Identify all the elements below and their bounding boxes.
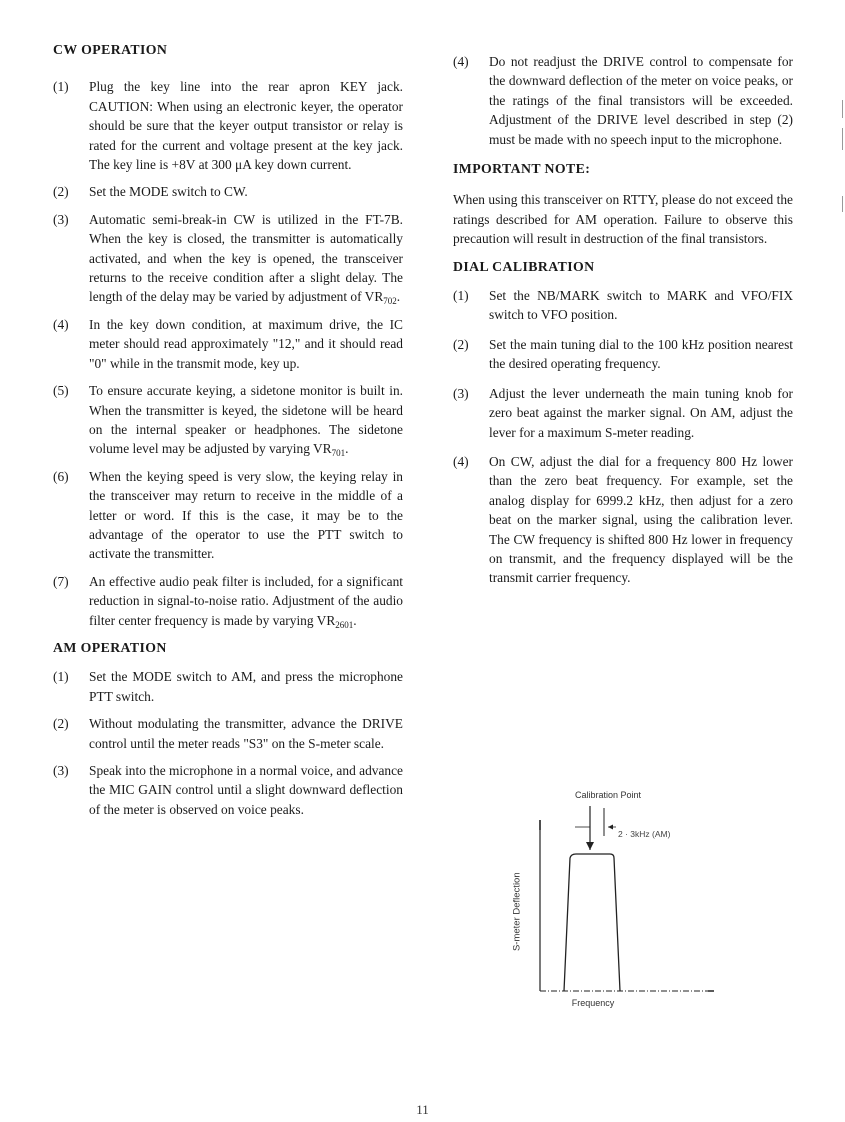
scan-edge-mark [842, 196, 843, 212]
list-item: (2) Set the MODE switch to CW. [53, 184, 248, 200]
y-axis-label: S-meter Deflection [511, 872, 523, 952]
list-item: (3) Speak into the microphone in a normal voice, and advance the MIC GAIN control until a slight downward deflection of the meter is observed on voice peaks. [53, 763, 403, 817]
x-axis-label: Frequency [571, 998, 615, 1008]
list-item: (3) Automatic semi-break-in CW is utilized in the FT-7B. When the key is closed, the transmitter is automatically activated, and when the key is opened, the transceiver returns to the receive condition after a slight delay. The length of the delay may be varied by adjustment of $VR_{702}$. [53, 211, 403, 307]
subscript: 702 [383, 296, 397, 307]
bandwidth-label: 2 · 3kHz (AM) [618, 829, 671, 839]
list-item: (4) On CW, adjust the dial for a frequency 800 Hz lower than the zero beat frequency. For example, set the analog display for 6999.2 kHz, then adjust for a zero beat on the marker signal, using the calibration lever. The CW frequency is shifted 800 Hz lower in frequency on transmit, and the frequency displayed will be the transmit carrier frequency. [453, 453, 793, 586]
important-note-heading: IMPORTANT NOTE: [453, 161, 591, 177]
am-operation-heading: AM OPERATION [53, 639, 167, 655]
list-item: (4) In the key down condition, at maximum drive, the IC meter should read approximately "12," and it should read "0" while in the transmit mode, key up. [53, 316, 403, 371]
subscript: 2601 [335, 619, 354, 630]
scan-edge-mark [842, 100, 843, 118]
right-column [453, 52, 793, 588]
passband-curve [564, 854, 620, 991]
am-list [53, 667, 403, 819]
list-item: (7) An effective audio peak filter is included, for a significant reduction in signal-to-noise ratio. Adjustment of the audio filter center frequency is made by varying $VR_{2601}$. [53, 573, 403, 630]
list-item: (1) Set the MODE switch to AM, and press the microphone PTT switch. [53, 669, 403, 704]
list-item: (6) When the keying speed is very slow, the keying relay in the transceiver may return to receive in the middle of a letter or word. If this is the case, it may be to the advantage of the operator to use the PTT switch to activate the transmitter. [53, 468, 403, 562]
important-note-text: When using this transceiver on RTTY, please do not exceed the ratings described for AM operation. Failure to observe this precaution will result in destruction of the final transistors. [453, 192, 793, 247]
subscript: 701 [331, 448, 346, 459]
left-column [53, 40, 403, 819]
list-item: (2) Without modulating the transmitter, advance the DRIVE control until the meter reads "S3" on the S-meter scale. [53, 716, 403, 751]
calibration-figure [508, 786, 758, 1026]
list-item: (1) Set the NB/MARK switch to MARK and VFO/FIX switch to VFO position. [453, 288, 793, 323]
dial-list [453, 286, 793, 588]
page-number: 11 [416, 1102, 429, 1117]
cw-operation-heading: CW OPERATION [53, 42, 168, 57]
figure-title: Calibration Point [574, 790, 642, 800]
list-item: (3) Adjust the lever underneath the main tuning knob for zero beat against the marker signal. On AM, adjust the lever for a maximum S-meter reading. [453, 385, 793, 440]
scan-edge-mark [842, 128, 843, 150]
list-item: (2) Set the main tuning dial to the 100 kHz position nearest the desired operating frequency. [453, 336, 793, 372]
cw-list [53, 77, 403, 630]
list-item: (5) To ensure accurate keying, a sidetone monitor is built in. When the transmitter is keyed, the sidetone will be heard on the internal speaker or headphones. The sidetone volume level may be adjusted by varying $VR_{701}$. [53, 383, 403, 459]
list-item: (1) Plug the key line into the rear apron KEY jack. CAUTION: When using an electronic keyer, the operator should be sure that the keyer output transistor or relay is rated for the current and voltage present at the key jack. The key line is +8V at 300 μA key down current. [53, 79, 403, 173]
list-item: (4) Do not readjust the DRIVE control to compensate for the downward deflection of the meter on voice peaks, or the ratings of the final transistors will be exceeded. Adjustment of the DRIVE level described in step (2) must be made with no speech input to the microphone. [453, 54, 793, 147]
dial-calibration-heading: DIAL CALIBRATION [453, 258, 595, 274]
calibration-diagram [508, 786, 758, 996]
